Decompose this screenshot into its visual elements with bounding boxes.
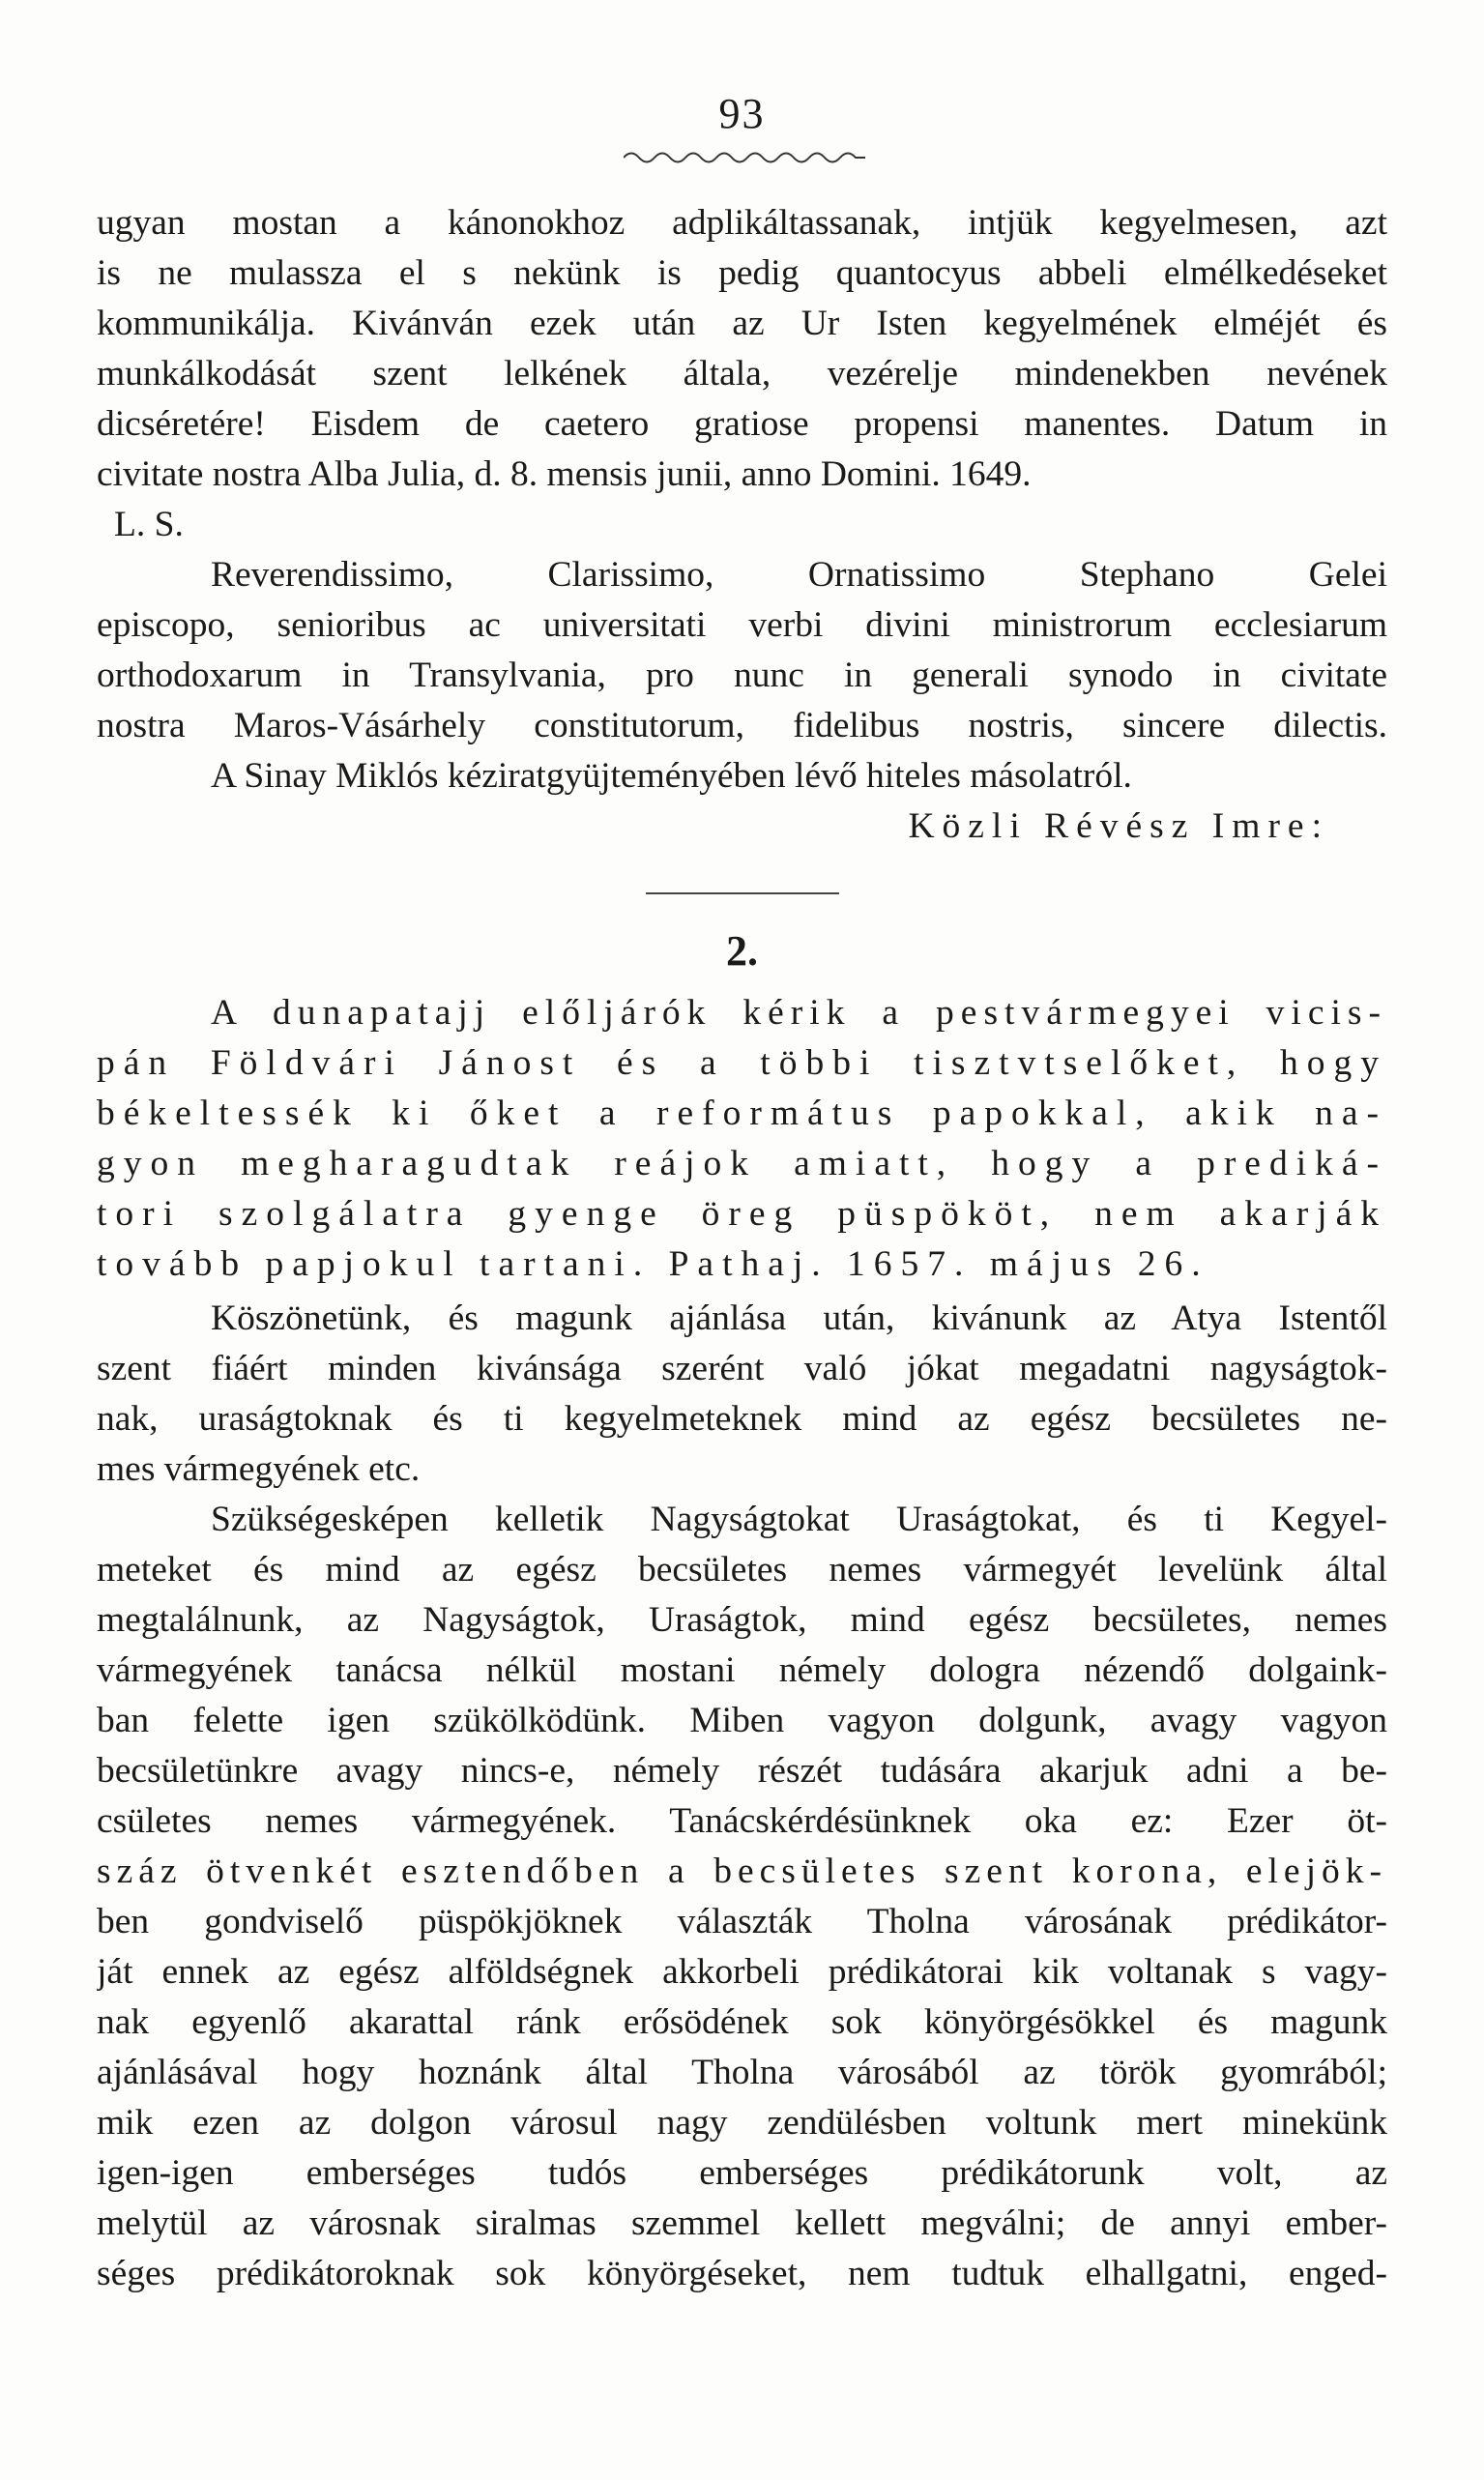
text-line: kommunikálja. Kivánván ezek után az Ur Isten kegyelmének elméjét és [97,304,1387,343]
contributor-signature: Közli Révész Imre: [908,806,1329,846]
seal-mark: L. S. [114,505,184,544]
source-note: A Sinay Miklós kéziratgyüjteményében lévő hiteles másolatról. [211,756,1132,796]
text-line: száz ötvenkét esztendőben a becsületes szent korona, elejök- [97,1852,1387,1891]
text-line: ben gondviselő püspökjöknek választák Tholna városának prédikátor- [97,1902,1387,1941]
letter-closing-block [97,198,1387,852]
page-number: 93 [718,90,766,137]
summary-line: A dunapatajj előljárók kérik a pestvármegyei vicis- [211,993,1387,1033]
summary-line: békeltessék ki őket a református papokkal, akik na- [97,1094,1387,1133]
letter-body-block [97,1294,1387,2299]
address-line: nostra Maros-Vásárhely constitutorum, fidelibus nostris, sincere dilectis. [97,706,1387,745]
text-line: Szükségesképen kelletik Nagyságtokat Uraságtokat, és ti Kegyel- [211,1500,1387,1539]
text-line: mik ezen az dolgon városul nagy zendülésben voltunk mert minekünk [97,2103,1387,2143]
wavy-ornament-icon [624,147,865,168]
summary-line: tovább papjokul tartani. Pathaj. 1657. május 26. [97,1244,1209,1284]
text-line: becsületünkre avagy nincs-e, némely részét tudására akarjuk adni a be- [97,1751,1387,1791]
address-line: orthodoxarum in Transylvania, pro nunc in generali synodo in civitate [97,656,1387,695]
section-number: 2. [726,927,758,975]
text-line: nak egyenlő akarattal ránk erősödének sok könyörgésökkel és magunk [97,2002,1387,2042]
summary-line: tori szolgálatra gyenge öreg püspököt, nem akarják [97,1194,1387,1234]
text-line: meteket és mind az egész becsületes nemes vármegyét levelünk által [97,1550,1387,1590]
text-line: megtalálnunk, az Nagyságtok, Uraságtok, mind egész becsületes, nemes [97,1600,1387,1640]
text-line: ban felette igen szükölködünk. Miben vagyon dolgunk, avagy vagyon [97,1701,1387,1740]
summary-line: pán Földvári Jánost és a többi tisztvtselőket, hogy [97,1043,1387,1083]
text-line: igen-igen emberséges tudós emberséges prédikátorunk volt, az [97,2153,1387,2193]
text-line: ját ennek az egész alföldségnek akkorbeli prédikátorai kik voltanak s vagy- [97,1952,1387,1992]
document-summary-block [97,988,1387,1290]
address-line: Reverendissimo, Clarissimo, Ornatissimo Stephano Gelei [211,555,1387,595]
text-line: ajánlásával hogy hoznánk által Tholna városából az török gyomrából; [97,2053,1387,2092]
text-line: melytül az városnak siralmas szemmel kellett megválni; de annyi ember- [97,2203,1387,2243]
text-line: Köszönetünk, és magunk ajánlása után, kivánunk az Atya Istentől [211,1298,1387,1338]
text-line: csületes nemes vármegyének. Tanácskérdésünknek oka ez: Ezer öt- [97,1801,1387,1841]
summary-line: gyon megharagudtak reájok amiatt, hogy a prediká- [97,1144,1387,1183]
address-line: episcopo, senioribus ac universitati verbi divini ministrorum ecclesiarum [97,605,1387,645]
text-line: nak, uraságtoknak és ti kegyelmeteknek mind az egész becsületes ne- [97,1399,1387,1439]
text-line: dicséretére! Eisdem de caetero gratiose propensi manentes. Datum in [97,404,1387,444]
text-line: szent fiáért minden kivánsága szerént való jókat megadatni nagyságtok- [97,1349,1387,1388]
text-line: vármegyének tanácsa nélkül mostani némely dologra nézendő dolgaink- [97,1650,1387,1690]
text-line: munkálkodását szent lelkének általa, vezérelje mindenekben nevének [97,354,1387,394]
text-line: civitate nostra Alba Julia, d. 8. mensis junii, anno Domini. 1649. [97,454,1032,494]
text-line: séges prédikátoroknak sok könyörgéseket, nem tudtuk elhallgatni, enged- [97,2254,1387,2293]
text-line: ugyan mostan a kánonokhoz adplikáltassanak, intjük kegyelmesen, azt [97,203,1387,243]
section-divider [646,892,839,894]
text-line: mes vármegyének etc. [97,1449,421,1489]
text-line: is ne mulassza el s nekünk is pedig quantocyus abbeli elmélkedéseket [97,253,1387,293]
